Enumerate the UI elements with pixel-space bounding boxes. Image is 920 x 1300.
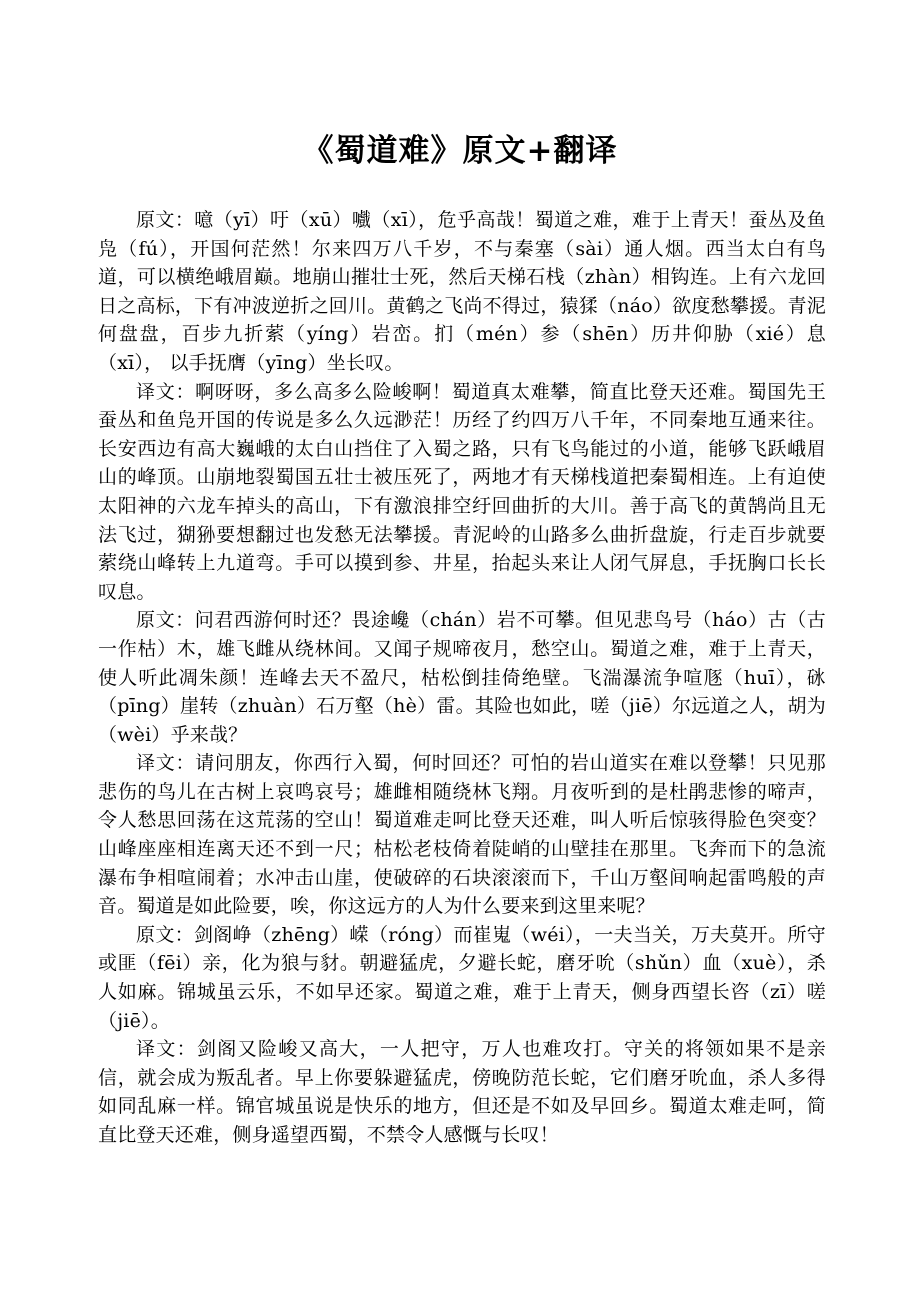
paragraph-original-2: 原文：问君西游何时还？畏途巉（chán）岩不可攀。但见悲鸟号（háo）古（古一作枯）木，雄飞雌从绕林间。又闻子规啼夜月，愁空山。蜀道之难，难于上青天，使人听此凋朱颜！连峰去天不盈尺，枯松倒挂倚绝壁。飞湍瀑流争喧豗（huī），砯（pīng）崖转（zhuàn）石万壑（hè）雷。其险也如此，嗟（jiē）尔远道之人，胡为（wèi）乎来哉？ [98,609,826,746]
document-body [98,206,826,1150]
paragraph-translation-3: 译文：剑阁又险峻又高大，一人把守，万人也难攻打。守关的将领如果不是亲信，就会成为叛乱者。早上你要躲避猛虎，傍晚防范长蛇，它们磨牙吮血，杀人多得如同乱麻一样。锦官城虽说是快乐的地方，但还是不如及早回乡。蜀道太难走呵，简直比登天还难，侧身遥望西蜀，不禁令人感慨与长叹！ [98,1038,826,1146]
document-title: 《蜀道难》原文+翻译 [302,132,618,169]
paragraph-original-3: 原文：剑阁峥（zhēng）嵘（róng）而崔嵬（wéi），一夫当关，万夫莫开。所守或匪（fēi）亲，化为狼与豺。朝避猛虎，夕避长蛇，磨牙吮（shǔn）血（xuè），杀人如麻。锦城虽云乐，不如早还家。蜀道之难，难于上青天，侧身西望长咨（zī）嗟（jiē）。 [98,923,826,1032]
paragraph-translation-1: 译文：啊呀呀，多么高多么险峻啊！蜀道真太难攀，简直比登天还难。蜀国先王蚕丛和鱼凫开国的传说是多么久远渺茫！历经了约四万八千年，不同秦地互通来往。长安西边有高大巍峨的太白山挡住了入蜀之路，只有飞鸟能过的小道，能够飞跃峨眉山的峰顶。山崩地裂蜀国五壮士被压死了，两地才有天梯栈道把秦蜀相连。上有迫使太阳神的六龙车掉头的高山，下有激浪排空纡回曲折的大川。善于高飞的黄鹄尚且无法飞过，猢狲要想翻过也发愁无法攀援。青泥岭的山路多么曲折盘旋，行走百步就要萦绕山峰转上九道弯。手可以摸到参、井星，抬起头来让人闭气屏息，手抚胸口长长叹息。 [98,380,826,603]
paragraph-original-1: 原文：噫（yī）吁（xū）嚱（xī），危乎高哉！蜀道之难，难于上青天！蚕丛及鱼凫（fú），开国何茫然！尔来四万八千岁，不与秦塞（sài）通人烟。西当太白有鸟道，可以横绝峨眉巅。地崩山摧壮士死，然后天梯石栈（zhàn）相钩连。上有六龙回日之高标，下有冲波逆折之回川。黄鹤之飞尚不得过，猿猱（náo）欲度愁攀援。青泥何盘盘，百步九折萦（yíng）岩峦。扪（mén）参（shēn）历井仰胁（xié）息（xī）， 以手抚膺（yīng）坐长叹。 [98,209,826,374]
paragraph-translation-2: 译文：请问朋友，你西行入蜀，何时回还？可怕的岩山道实在难以登攀！只见那悲伤的鸟儿在古树上哀鸣哀号；雄雌相随绕林飞翔。月夜听到的是杜鹃悲惨的啼声，令人愁思回荡在这荒荡的空山！蜀道难走呵比登天还难，叫人听后惊骇得脸色突变？山峰座座相连离天还不到一尺；枯松老枝倚着陡峭的山壁挂在那里。飞奔而下的急流瀑布争相喧闹着；水冲击山崖，使破碎的石块滚滚而下，千山万壑间响起雷鸣般的声音。蜀道是如此险要，唉，你这远方的人为什么要来到这里来呢？ [98,752,826,918]
